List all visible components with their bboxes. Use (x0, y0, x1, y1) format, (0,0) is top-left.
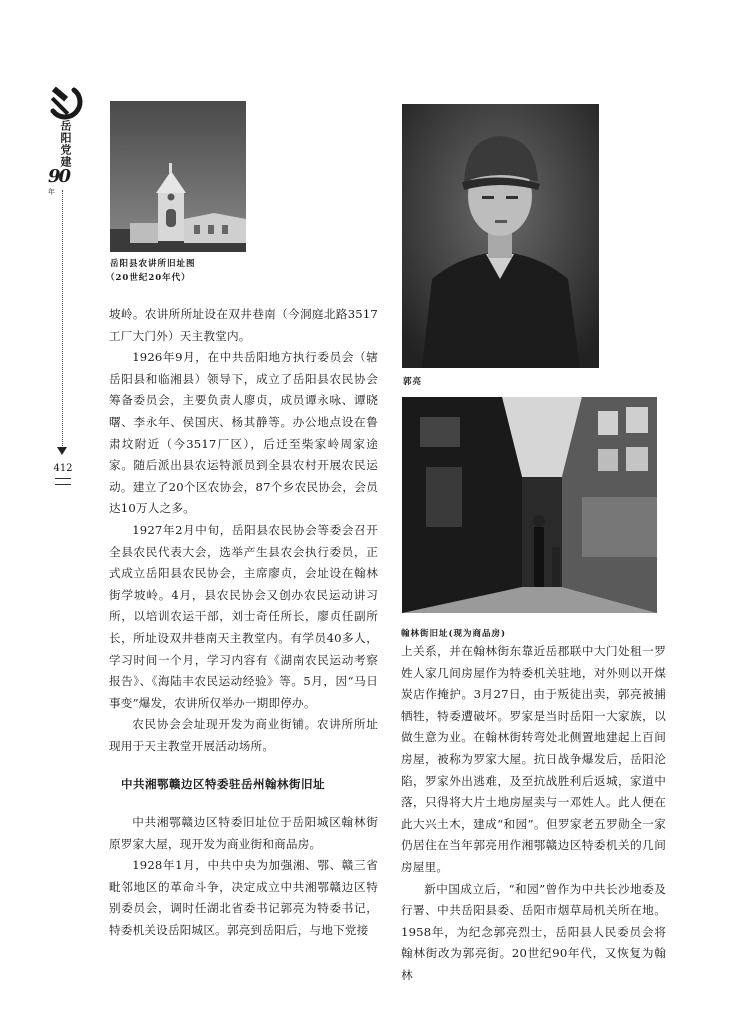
series-title: 岳阳党建 (59, 120, 72, 168)
street-photo (402, 397, 657, 613)
paragraph: 上关系，并在翰林街东靠近岳郡联中大门处租一罗姓人家几间房屋作为特委机关驻地，对外则以开煤炭店作掩护。3月27日，由于叛徒出卖，郭亮被捕牺牲，特委遭破坏。罗家是当时岳阳一大家族，以做生意为业。在翰林街转弯处北侧置地建起上百间房屋，被称为罗家大屋。抗日战争爆发后，岳阳沦陷，罗家外出逃难，及至抗战胜利后返城，家道中落，只得将大片土地房屋卖与一邓姓人。此人便在此大兴土木，建成“和园”。但罗家老五罗勋全一家仍居住在当年郭亮用作湘鄂赣边区特委机关的几间房屋里。 (401, 644, 666, 874)
paragraph: 中共湘鄂赣边区特委旧址位于岳阳城区翰林街原罗家大屋，现开发为商业街和商品房。 (109, 815, 378, 851)
paragraph: 1926年9月，在中共岳阳地方执行委员会（辖岳阳县和临湘县）领导下，成立了岳阳县农民协会筹备委员会，主要负责人廖贞，成员谭永咏、谭晓曙、李永年、侯国庆、杨其静等。办公地点设在鲁肃坟附近（今3517厂区），后迁至柴家岭周家途家。随后派出县农运特派员到全县农村开展农民运动。建立了20个区农协会，87个乡农民协会，会员达10万人之多。 (109, 350, 378, 516)
portrait-caption: 郭亮 (403, 377, 423, 387)
page-number-rule (55, 478, 71, 485)
right-text-column (401, 641, 666, 987)
page-number: 412 (53, 463, 73, 474)
paragraph: 坡岭。农讲所所址设在双井巷南（今洞庭北路3517工厂大门外）天主教堂内。 (109, 307, 378, 343)
section-heading: 中共湘鄂赣边区特委驻岳州翰林街旧址 (121, 777, 325, 791)
paragraph: 新中国成立后，“和园”曾作为中共长沙地委及行署、中共岳阳县委、岳阳市烟草局机关所在地。1958年，为纪念郭亮烈士，岳阳县人民委员会将翰林街改为郭亮街。20世纪90年代，又恢复为翰林 (401, 881, 666, 982)
lecture-hall-photo (110, 101, 246, 252)
ninety-years-mark (48, 166, 76, 196)
left-text-column (109, 304, 378, 757)
paragraph: 农民协会会址现开发为商业街铺。农讲所所址现用于天主教堂开展活动场所。 (109, 717, 378, 753)
years-unit: 年 (48, 188, 55, 196)
hammer-sickle-icon (44, 82, 84, 122)
lecture-hall-caption-2: （20世纪20年代） (106, 273, 191, 283)
margin-arrow-icon (57, 447, 67, 455)
street-caption: 翰林街旧址(现为商品房) (401, 629, 507, 639)
portrait-photo (402, 104, 599, 368)
lecture-hall-caption-1: 岳阳县农讲所旧址图 (110, 259, 196, 269)
left-text-column-lower (109, 812, 378, 942)
years-number: 90 (48, 166, 70, 187)
margin-dotted-rule (62, 190, 63, 446)
paragraph: 1927年2月中旬，岳阳县农民协会等委会召开全县农民代表大会，选举产生县农会执行委员，正式成立岳阳县农民协会，主席廖贞，会址设在翰林街学坡岭。4月，县农民协会又创办农民运动讲习所，以培训农运干部，刘士奇任所长，廖贞任副所长，所址设双井巷南天主教堂内。有学员40多人，学习时间一个月，学习内容有《湖南农民运动考察报告》、《海陆丰农民运动经验》等。5月，因“马日事变”爆发，农讲所仅举办一期即停办。 (109, 522, 378, 710)
paragraph: 1928年1月，中共中央为加强湘、鄂、赣三省毗邻地区的革命斗争，决定成立中共湘鄂赣边区特别委员会，调时任湖北省委书记郭亮为特委书记，特委机关设岳阳城区。郭亮到岳阳后，与地下党接 (109, 858, 378, 937)
